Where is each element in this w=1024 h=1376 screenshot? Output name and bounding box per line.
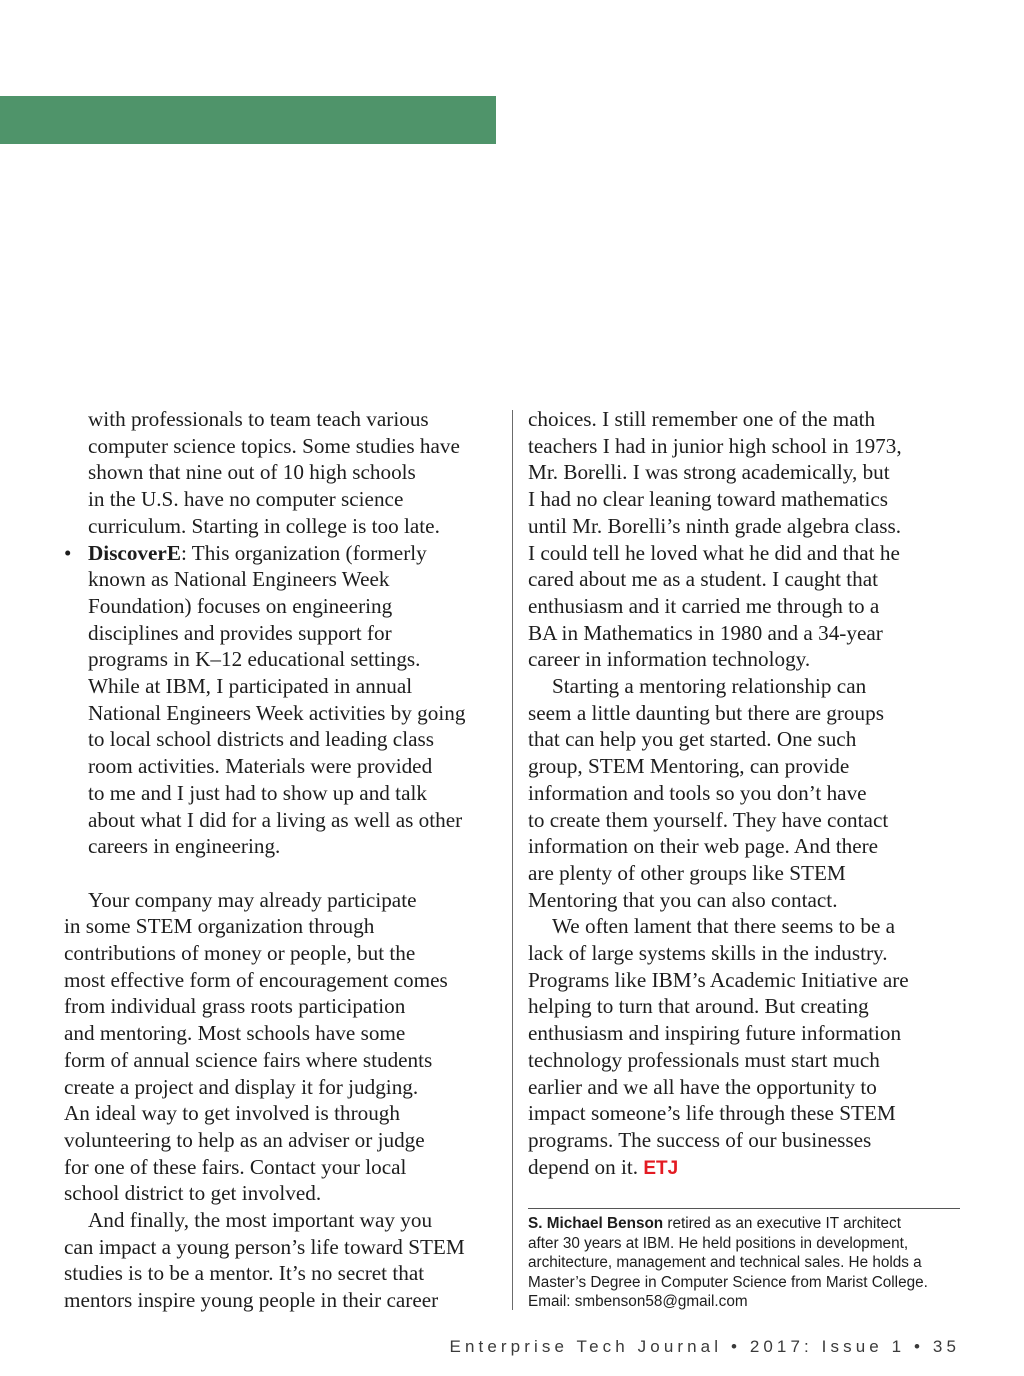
text-line: create a project and display it for judging. — [64, 1074, 419, 1099]
text-line: lack of large systems skills in the industry. — [528, 941, 888, 966]
text-line: I could tell he loved what he did and that he — [528, 540, 900, 565]
bullet-first-line-text: : This organization (formerly — [180, 540, 427, 565]
text-line: Mentoring that you can also contact. — [528, 887, 838, 912]
text-line: from individual grass roots participation — [64, 994, 406, 1019]
bio-line: after 30 years at IBM. He held positions in development, — [528, 1234, 909, 1252]
paragraph — [64, 887, 504, 1207]
text-line: are plenty of other groups like STEM — [528, 860, 846, 885]
text-line: Programs like IBM’s Academic Initiative are — [528, 967, 909, 992]
paragraph-gap — [64, 860, 504, 887]
bullet-marker: • — [64, 540, 72, 565]
text-line: programs in K–12 educational settings. — [88, 647, 421, 672]
text-line: information and tools so you don’t have — [528, 780, 867, 805]
left-column — [64, 406, 504, 1314]
text-line: Your company may already participate — [88, 887, 417, 912]
header-color-bar — [0, 96, 496, 144]
text-line: with professionals to team teach various — [88, 407, 429, 431]
text-line: to local school districts and leading class — [88, 727, 434, 752]
text-line: enthusiasm and inspiring future information — [528, 1021, 902, 1046]
right-column — [528, 406, 964, 1182]
text-line: in the U.S. have no computer science — [88, 487, 404, 512]
text-line: that can help you get started. One such — [528, 727, 857, 752]
text-line: volunteering to help as an adviser or judge — [64, 1127, 425, 1152]
text-line: impact someone’s life through these STEM — [528, 1101, 896, 1126]
bullet-term: DiscoverE — [88, 540, 181, 565]
bullet-first-line — [64, 540, 504, 567]
text-line: to create them yourself. They have contact — [528, 807, 889, 832]
text-line: careers in engineering. — [88, 834, 281, 859]
text-line: We often lament that there seems to be a — [552, 914, 896, 939]
bio-line: architecture, management and technical sales. He holds a — [528, 1254, 922, 1272]
text-line: curriculum. Starting in college is too late. — [88, 513, 440, 538]
text-line: choices. I still remember one of the math — [528, 407, 876, 431]
text-line: about what I did for a living as well as other — [88, 807, 463, 832]
text-line: disciplines and provides support for — [88, 620, 392, 645]
bio-divider — [528, 1208, 960, 1209]
page-footer: Enterprise Tech Journal • 2017: Issue 1 • 35 — [449, 1337, 960, 1356]
text-line: Mr. Borelli. I was strong academically, but — [528, 460, 890, 485]
text-line: teachers I had in junior high school in 1973, — [528, 433, 902, 458]
text-line: While at IBM, I participated in annual — [88, 674, 413, 699]
text-line-end: depend on it. — [528, 1154, 639, 1179]
text-line: can impact a young person’s life toward STEM — [64, 1234, 465, 1259]
author-name: S. Michael Benson — [528, 1215, 664, 1232]
text-line: National Engineers Week activities by going — [88, 700, 466, 725]
text-line: Starting a mentoring relationship can — [552, 674, 867, 699]
text-line: I had no clear leaning toward mathematics — [528, 487, 889, 512]
text-line: earlier and we all have the opportunity to — [528, 1074, 877, 1099]
text-line: contributions of money or people, but the — [64, 941, 416, 966]
text-line: information on their web page. And there — [528, 834, 879, 859]
paragraph — [528, 673, 964, 913]
text-line: seem a little daunting but there are groups — [528, 700, 884, 725]
text-line: career in information technology. — [528, 647, 811, 672]
bullet-continuation — [64, 406, 504, 540]
text-line: group, STEM Mentoring, can provide — [528, 754, 850, 779]
text-line: programs. The success of our businesses — [528, 1127, 872, 1152]
bio-email-line: Email: smbenson58@gmail.com — [528, 1293, 748, 1311]
text-line: mentors inspire young people in their career — [64, 1288, 439, 1313]
text-line: form of annual science fairs where students — [64, 1047, 433, 1072]
paragraph — [64, 1207, 504, 1314]
text-line: to me and I just had to show up and talk — [88, 780, 427, 805]
text-line: known as National Engineers Week — [88, 567, 390, 592]
text-line: helping to turn that around. But creating — [528, 994, 869, 1019]
column-divider — [512, 410, 513, 1310]
text-line: cared about me as a student. I caught that — [528, 567, 879, 592]
paragraph — [528, 406, 964, 673]
text-line: computer science topics. Some studies have — [88, 433, 460, 458]
text-line: room activities. Materials were provided — [88, 754, 433, 779]
text-line: BA in Mathematics in 1980 and a 34-year — [528, 620, 883, 645]
text-line: technology professionals must start much — [528, 1047, 880, 1072]
text-line: until Mr. Borelli’s ninth grade algebra class. — [528, 513, 902, 538]
text-line: studies is to be a mentor. It’s no secret that — [64, 1261, 425, 1286]
text-line: shown that nine out of 10 high schools — [88, 460, 416, 485]
text-line: An ideal way to get involved is through — [64, 1101, 400, 1126]
text-line: and mentoring. Most schools have some — [64, 1021, 406, 1046]
bio-first-line — [528, 1214, 968, 1234]
etj-end-mark: ETJ — [643, 1157, 679, 1179]
bio-first-line-text: retired as an executive IT architect — [663, 1215, 901, 1232]
bullet-item-discovere — [64, 540, 504, 860]
text-line: school district to get involved. — [64, 1181, 322, 1206]
text-line: Foundation) focuses on engineering — [88, 593, 393, 618]
text-line: in some STEM organization through — [64, 914, 375, 939]
text-line: enthusiasm and it carried me through to a — [528, 593, 880, 618]
text-line-last — [528, 1154, 964, 1183]
bio-line: Master’s Degree in Computer Science from Marist College. — [528, 1273, 928, 1291]
text-line: And finally, the most important way you — [88, 1208, 433, 1233]
text-line: for one of these fairs. Contact your local — [64, 1154, 407, 1179]
author-bio — [528, 1214, 968, 1312]
text-line: most effective form of encouragement comes — [64, 967, 448, 992]
paragraph — [528, 913, 964, 1182]
